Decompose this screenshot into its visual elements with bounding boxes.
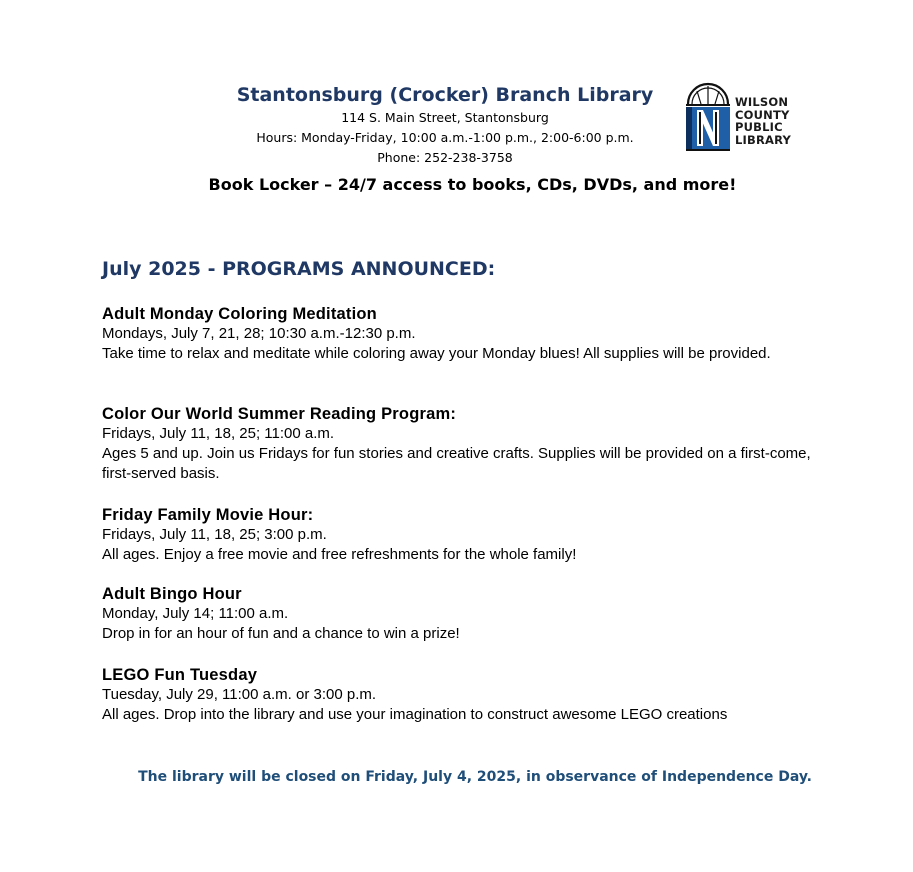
program-item — [102, 584, 822, 665]
logo-line: LIBRARY — [735, 132, 792, 147]
program-description: Drop in for an hour of fun and a chance to win a prize! — [102, 625, 460, 642]
program-item — [102, 665, 822, 725]
program-item — [102, 304, 822, 404]
program-schedule: Fridays, July 11, 18, 25; 11:00 a.m. — [102, 425, 335, 442]
program-item — [102, 404, 822, 505]
logo-line: WILSON — [735, 95, 789, 109]
library-building-logo-icon — [684, 80, 732, 152]
library-phone: Phone: 252-238-3758 — [377, 150, 513, 165]
library-name: Stantonsburg (Crocker) Branch Library — [236, 84, 654, 106]
program-description: Take time to relax and meditate while coloring away your Monday blues! All supplies will be provided. — [102, 345, 771, 362]
library-hours: Hours: Monday-Friday, 10:00 a.m.-1:00 p.m., 2:00-6:00 p.m. — [256, 130, 634, 145]
program-title: Adult Monday Coloring Meditation — [102, 305, 377, 323]
book-locker-line: Book Locker – 24/7 access to books, CDs, DVDs, and more! — [208, 175, 737, 194]
program-title: Adult Bingo Hour — [102, 585, 242, 603]
program-title: Friday Family Movie Hour: — [102, 506, 314, 524]
logo-line: PUBLIC — [735, 120, 783, 134]
program-description: Ages 5 and up. Join us Fridays for fun stories and creative crafts. Supplies will be provided on a first-come, first-served basis. — [102, 445, 811, 482]
program-item — [102, 505, 822, 584]
program-schedule: Mondays, July 7, 21, 28; 10:30 a.m.-12:30 p.m. — [102, 325, 416, 342]
programs-heading: July 2025 - PROGRAMS ANNOUNCED: — [102, 258, 496, 280]
logo-line: COUNTY — [735, 107, 790, 122]
logo-wordmark — [735, 96, 791, 146]
library-logo — [684, 80, 809, 152]
program-schedule: Fridays, July 11, 18, 25; 3:00 p.m. — [102, 526, 327, 543]
program-schedule: Monday, July 14; 11:00 a.m. — [102, 605, 289, 622]
library-address: 114 S. Main Street, Stantonsburg — [341, 110, 549, 125]
program-description: All ages. Drop into the library and use your imagination to construct awesome LEGO creations — [102, 706, 728, 723]
program-title: Color Our World Summer Reading Program: — [102, 405, 457, 423]
program-description: All ages. Enjoy a free movie and free refreshments for the whole family! — [102, 546, 577, 563]
programs-list — [102, 304, 822, 725]
closure-notice: The library will be closed on Friday, July 4, 2025, in observance of Independence Day. — [138, 769, 812, 785]
library-header — [195, 82, 695, 168]
program-title: LEGO Fun Tuesday — [102, 666, 258, 684]
program-schedule: Tuesday, July 29, 11:00 a.m. or 3:00 p.m. — [102, 686, 377, 703]
